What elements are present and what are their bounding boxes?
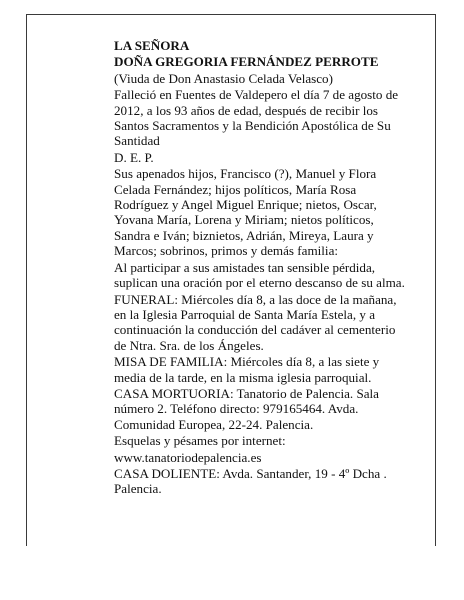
rip-line: D. E. P. (114, 149, 154, 165)
family-mass-info: MISA DE FAMILIA: Miércoles día 8, a las siete y media de la tarde, en la misma iglesia parroquial. (114, 354, 380, 385)
mourning-house-info: CASA DOLIENTE: Avda. Santander, 19 - 4º Dcha . Palencia. (114, 465, 387, 497)
mortuary-info: CASA MORTUORIA: Tanatorio de Palencia. Sala número 2. Teléfono directo: 979165464. Avda. Comunidad Europea, 22-24. Palencia. (114, 385, 379, 432)
prayer-request: Al participar a sus amistades tan sensible pérdida, suplican una oración por el eterno descanso de su alma. (114, 259, 405, 291)
title-line-1: LA SEÑORA (114, 38, 190, 53)
deceased-name: DOÑA GREGORIA FERNÁNDEZ PERROTE (114, 54, 379, 70)
widow-of-line: (Viuda de Don Anastasio Celada Velasco) (114, 70, 333, 86)
family-list: Sus apenados hijos, Francisco (?), Manuel y Flora Celada Fernández; hijos políticos, María Rosa Rodríguez y Angel Miguel Enrique; nietos, Oscar, Yovana María, Lorena y Miriam; nietos políticos, Sandra e Iván; biznietos, Adrián, Mireya, Laura y Marcos; sobrinos, primos y demás familia: (114, 166, 377, 259)
obituary-text (114, 38, 410, 498)
internet-url: www.tanatoriodepalencia.es (114, 449, 262, 465)
death-notice: Falleció en Fuentes de Valdepero el día 7 de agosto de 2012, a los 93 años de edad, después de recibir los Santos Sacramentos y la Bendición Apostólica de Su Santidad (114, 87, 399, 149)
funeral-info: FUNERAL: Miércoles día 8, a las doce de la mañana, en la Iglesia Parroquial de Santa María Estela, y a continuación la conducción del cadáver al cementerio de Ntra. Sra. de los Ángeles. (114, 291, 397, 353)
internet-label: Esquelas y pésames por internet: (114, 433, 286, 449)
